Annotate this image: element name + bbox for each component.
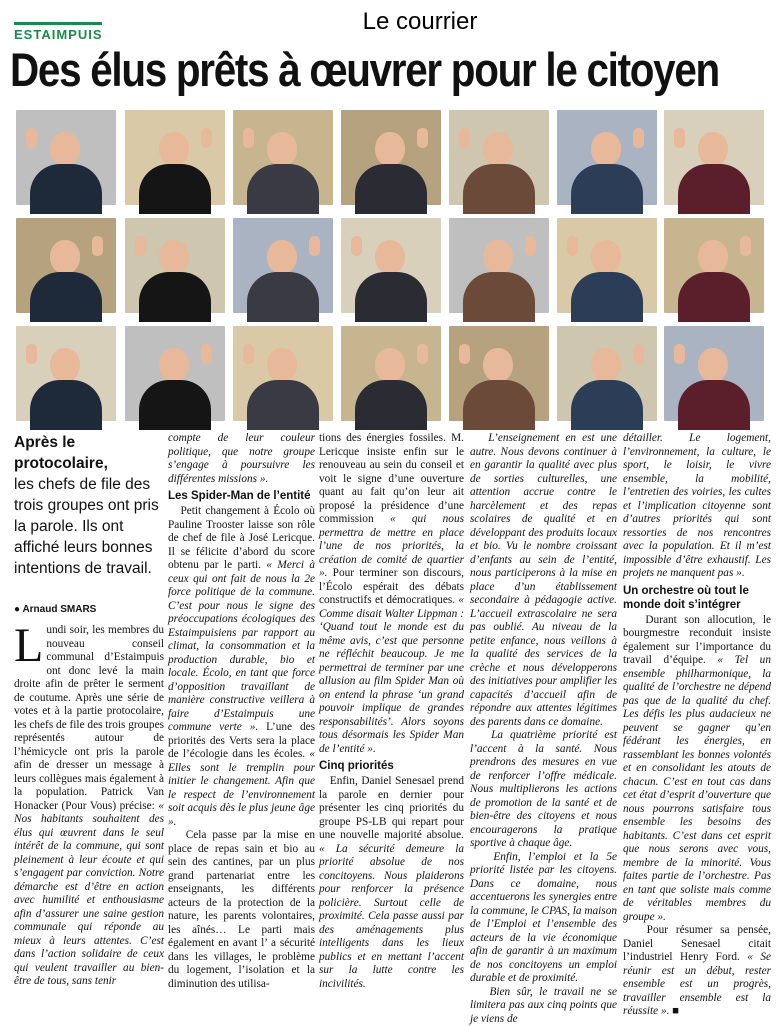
councillor-photo bbox=[664, 110, 764, 205]
photo-body-shape bbox=[355, 272, 427, 322]
article-headline: Des élus prêts à œuvrer pour le citoyen bbox=[10, 43, 719, 96]
col3-quote-2: « Comme disait Walter Lippman : ‘Quand tout le monde est du même avis, c’est que personne ne réfléchit beaucoup. Je me permettrai de terminer par une allusion au film Spider Man où on entend la phrase ‘un grand pouvoir implique de grandes responsabilités’. Alors soyons tous désormais les Spider Man de l’entité ». bbox=[319, 594, 464, 755]
subhead-spiderman: Les Spider-Man de l’entité bbox=[168, 490, 311, 502]
raised-hand-shape bbox=[417, 344, 428, 364]
raised-hand-shape bbox=[243, 128, 254, 148]
photo-head-shape bbox=[483, 348, 513, 382]
photo-body-shape bbox=[139, 164, 211, 214]
councillor-photo bbox=[16, 326, 116, 421]
councillor-photo bbox=[125, 326, 225, 421]
photo-body-shape bbox=[463, 164, 535, 214]
photo-body-shape bbox=[139, 380, 211, 430]
councillor-photo bbox=[16, 110, 116, 205]
councillor-photo bbox=[233, 326, 333, 421]
photo-body-shape bbox=[247, 164, 319, 214]
col5-paragraph-1: détailler. Le logement, l’environnement, la culture, le sport, le loisir, le vivre ensemble, la mobilité, l’entretien des voiries, les cultes et l’implication citoyenne sont d’autres priorités qui sont ressorties de nos rencontres avec la population. Et il m’est impossible d’être exhaustif. Les projets ne manquent pas ». bbox=[623, 432, 771, 579]
councillor-photo bbox=[341, 110, 441, 205]
col3-paragraph-1b: Pour terminer son discours, l’Écolo espérait des débats constructifs et démocratiques. bbox=[319, 567, 464, 606]
photo-head-shape bbox=[698, 240, 728, 274]
byline: ● Arnaud SMARS bbox=[14, 604, 97, 615]
raised-hand-shape bbox=[674, 128, 685, 148]
column-5 bbox=[623, 432, 772, 1017]
photo-body-shape bbox=[247, 272, 319, 322]
councillor-photo bbox=[233, 110, 333, 205]
councillor-photo bbox=[664, 326, 764, 421]
raised-hand-shape bbox=[351, 236, 362, 256]
subhead-cinq-priorites: Cinq priorités bbox=[319, 760, 394, 772]
photo-head-shape bbox=[698, 348, 728, 382]
photo-body-shape bbox=[30, 380, 102, 430]
councillor-photo bbox=[125, 110, 225, 205]
raised-hand-shape bbox=[201, 344, 212, 364]
councillor-photo bbox=[664, 218, 764, 313]
raised-hand-shape bbox=[135, 236, 146, 256]
photo-head-shape bbox=[698, 132, 728, 166]
raised-hand-shape bbox=[633, 344, 644, 364]
raised-hand-shape bbox=[26, 344, 37, 364]
col3-quote-1: « qui nous permettra de mettre en place l’une de nos priorités, la création de comité de quartier ». bbox=[319, 513, 465, 579]
photo-body-shape bbox=[30, 272, 102, 322]
photo-body-shape bbox=[571, 164, 643, 214]
photo-head-shape bbox=[375, 240, 405, 274]
newspaper-masthead: Le courrier bbox=[362, 8, 478, 35]
photo-head-shape bbox=[159, 240, 189, 274]
col3-paragraph-1: tions des énergies fossiles. M. Lericque insiste enfin sur le renouveau au sein du conseil et voit le signe d’une ouverture quant au fait qu’on leur ait proposé la présidence d’une commission bbox=[319, 432, 464, 525]
photo-head-shape bbox=[591, 240, 621, 274]
photo-head-shape bbox=[375, 348, 405, 382]
raised-hand-shape bbox=[243, 344, 254, 364]
col2-quote-2: « Merci à ceux qui ont fait de nous la 2e force politique de la commune. C’est pour nous le signe des préoccupations écologiques des Estaimpuisiens par rapport au climat, la consommation et la production durable, bio et locale. Écolo, en tant que force d’opposition travaillant de manière constructive veillera à faire d’Estaimpuis une commune verte ». bbox=[168, 559, 316, 733]
photo-head-shape bbox=[50, 240, 80, 274]
councillor-photo bbox=[125, 218, 225, 313]
lead-bold: Après le protocolaire, bbox=[14, 434, 108, 472]
raised-hand-shape bbox=[674, 344, 685, 364]
photo-body-shape bbox=[678, 164, 750, 214]
photo-body-shape bbox=[139, 272, 211, 322]
photo-head-shape bbox=[591, 132, 621, 166]
councillor-photo bbox=[16, 218, 116, 313]
photo-body-shape bbox=[678, 272, 750, 322]
photo-body-shape bbox=[463, 272, 535, 322]
column-4 bbox=[470, 432, 617, 1025]
col5-paragraph-3: Pour résumer sa pensée, Daniel Senesael citait l’industriel Henry Ford. bbox=[623, 924, 771, 963]
photo-head-shape bbox=[159, 348, 189, 382]
col2-paragraph-2b: L’une des priorités des Verts sera la place de l’écologie dans les écoles. bbox=[168, 721, 315, 760]
photo-head-shape bbox=[267, 132, 297, 166]
rubric-rule bbox=[14, 22, 102, 25]
raised-hand-shape bbox=[525, 236, 536, 256]
councillor-photo bbox=[449, 218, 549, 313]
photo-head-shape bbox=[267, 240, 297, 274]
col1-paragraph: undi soir, les membres du nouveau conseil communal d’Estaimpuis ont donc levé la main droite afin de prêter le serment de coutume. Après une série de votes et à la partie protocolaire, les chefs de file des trois groupes représentés autour de l’hémicycle ont pris la parole afin de dresser un message à leurs collègues mais également à la population. Patrick Van Honacker (Pour Vous) précise: bbox=[14, 624, 164, 812]
photo-body-shape bbox=[571, 272, 643, 322]
councillor-photo bbox=[557, 326, 657, 421]
councillor-photo bbox=[341, 218, 441, 313]
raised-hand-shape bbox=[26, 128, 37, 148]
councillor-photo bbox=[449, 110, 549, 205]
subhead-orchestre: Un orchestre où tout le monde doit s’intégrer bbox=[623, 584, 749, 611]
photo-body-shape bbox=[247, 380, 319, 430]
section-rubric: ESTAIMPUIS bbox=[14, 27, 103, 42]
col3-paragraph-2: Enfin, Daniel Senesael prend la parole en dernier pour présenter les cinq priorités du groupe PS-LB qui repart pour une nouvelle majorité absolue. bbox=[319, 775, 464, 841]
photo-head-shape bbox=[159, 132, 189, 166]
photo-head-shape bbox=[50, 348, 80, 382]
col4-paragraph-3: Enfin, l’emploi et la 5e priorité listée par les citoyens. Dans ce domaine, nous accentuerons les synergies entre la commune, le CPAS, la maison de l’Emploi et l’ensemble des acteurs de la vie économique afin de garantir à un maximum de nos concitoyens un emploi durable et de proximité. bbox=[470, 850, 617, 984]
col5-quote-2: « Se réunir est un début, rester ensemble est un progrès, travailler ensemble est la réussite ». ■ bbox=[623, 951, 772, 1017]
raised-hand-shape bbox=[459, 128, 470, 148]
raised-hand-shape bbox=[201, 128, 212, 148]
raised-hand-shape bbox=[417, 128, 428, 148]
column-3 bbox=[319, 432, 465, 990]
column-1 bbox=[14, 619, 164, 987]
photo-body-shape bbox=[355, 164, 427, 214]
photo-body-shape bbox=[355, 380, 427, 430]
photo-head-shape bbox=[375, 132, 405, 166]
col2-paragraph-2: Petit changement à Écolo où Pauline Trooster laisse son rôle de chef de file à José Lericque. Il se félicite d’abord du score obtenu par le parti. bbox=[168, 505, 315, 571]
photo-head-shape bbox=[483, 240, 513, 274]
col3-quote-3: « La sécurité demeure la priorité absolue de nos concitoyens. Nous plaiderons pour renforcer la présence policière. Surtout celle de proximité. Cela passe aussi par des aménagements plus intelligents dans les lieux publics et en mettant l’accent sur la lutte contre les incivilités. bbox=[319, 842, 464, 990]
raised-hand-shape bbox=[633, 128, 644, 148]
councillor-photo bbox=[233, 218, 333, 313]
column-2 bbox=[168, 432, 316, 990]
photo-head-shape bbox=[591, 348, 621, 382]
councillor-photo bbox=[557, 110, 657, 205]
raised-hand-shape bbox=[459, 344, 470, 364]
drop-cap: L bbox=[14, 619, 44, 672]
col4-paragraph-1: L’enseignement en est une autre. Nous devons continuer à en garantir la qualité avec plus de sorties culturelles, une attention accrue contre le harcèlement et des repas scolaires de qualité et en développant des produits locaux et bio. Vu le nombre croissant d’enfants au sein de l’entité, nous participerons à la mise en place d’un établissement secondaire à pédagogie active. L’accueil extrascolaire ne sera pas oublié. Au niveau de la petite enfance, nous veillons à la qualité des services de la crèche et nous développerons des initiatives pour amplifier les capacités d’accueil afin de répondre aux attentes légitimes des parents dans ce domaine. bbox=[470, 432, 617, 728]
councillor-photo bbox=[341, 326, 441, 421]
col2-paragraph-3: Cela passe par la mise en place de repas sain et bio au sein des cantines, par un plus grand partenariat entre les enseignants, les différents acteurs de la protection de la nature, les parents volontaires, les aînés… Le parti mais également en avant l’ a sécurité dans les villages, le problème du logement, l’isolation et la diminution des utilisa- bbox=[168, 829, 315, 990]
col5-quote-1: « Tel un ensemble philharmonique, la qualité de l’orchestre ne dépend pas que de la qualité du chef. Les défis les plus audacieux ne peuvent se gagner qu’en fédérant les énergies, en rassemblant les bonnes volontés et en consolidant les atouts de chacun. C’est en tout cas dans cet état d’esprit d’ouverture que nous pourrons satisfaire tous ensemble les besoins des habitants. C’est dans cet esprit que nous serons avec vous, membre de la minorité. Vous faites partie de l’orchestre. Pas en tant que soliste mais comme de véritables membres du groupe ». bbox=[623, 654, 771, 923]
col2-quote-3: « Elles sont le tremplin pour initier le changement. Afin que le respect de l’environnement soit acquis dès le plus jeune âge ». bbox=[168, 748, 315, 828]
col4-paragraph-4: Bien sûr, le travail ne se limitera pas aux cinq points que je viens de bbox=[470, 985, 617, 1025]
photo-body-shape bbox=[30, 164, 102, 214]
lead-text: les chefs de file des trois groupes ont pris la parole. Ils ont affiché leurs bonnes intentions de travail. bbox=[14, 476, 159, 577]
article-lead bbox=[14, 432, 164, 579]
raised-hand-shape bbox=[92, 236, 103, 256]
col5-paragraph-2: Durant son allocution, le bourgmestre reconduit insiste également sur l’importance du travail d’équipe. bbox=[623, 613, 771, 666]
photo-body-shape bbox=[463, 380, 535, 430]
photo-head-shape bbox=[483, 132, 513, 166]
raised-hand-shape bbox=[309, 236, 320, 256]
councillor-photo bbox=[557, 218, 657, 313]
col4-paragraph-2: La quatrième priorité est l’accent à la santé. Nous prendrons des mesures en vue de renforcer l’offre médicale. Nous multiplierons les actions de promotion de la santé et de bien-être des citoyens et nous encouragerons la pratique sportive à chaque âge. bbox=[470, 729, 617, 849]
photo-body-shape bbox=[571, 380, 643, 430]
photo-head-shape bbox=[50, 132, 80, 166]
photo-head-shape bbox=[267, 348, 297, 382]
raised-hand-shape bbox=[567, 236, 578, 256]
raised-hand-shape bbox=[740, 236, 751, 256]
photo-body-shape bbox=[678, 380, 750, 430]
councillor-photo bbox=[449, 326, 549, 421]
col1-quote: « Nos habitants souhaitent des élus qui œuvrent dans le seul intérêt de la commune, qui sont pleinement à leur écoute et qui s’engagent par conviction. Notre démarche est d’être en action avec humilité et enthousiasme afin d’assurer une saine gestion communale qui réponde au mieux à leurs attentes. C’est dans l’action solidaire de ceux qui veulent travailler au bien-être de tous, sans tenir bbox=[14, 799, 164, 987]
col2-quote-start: compte de leur couleur politique, que notre groupe s’engage à poursuivre les différentes missions ». bbox=[168, 432, 315, 485]
